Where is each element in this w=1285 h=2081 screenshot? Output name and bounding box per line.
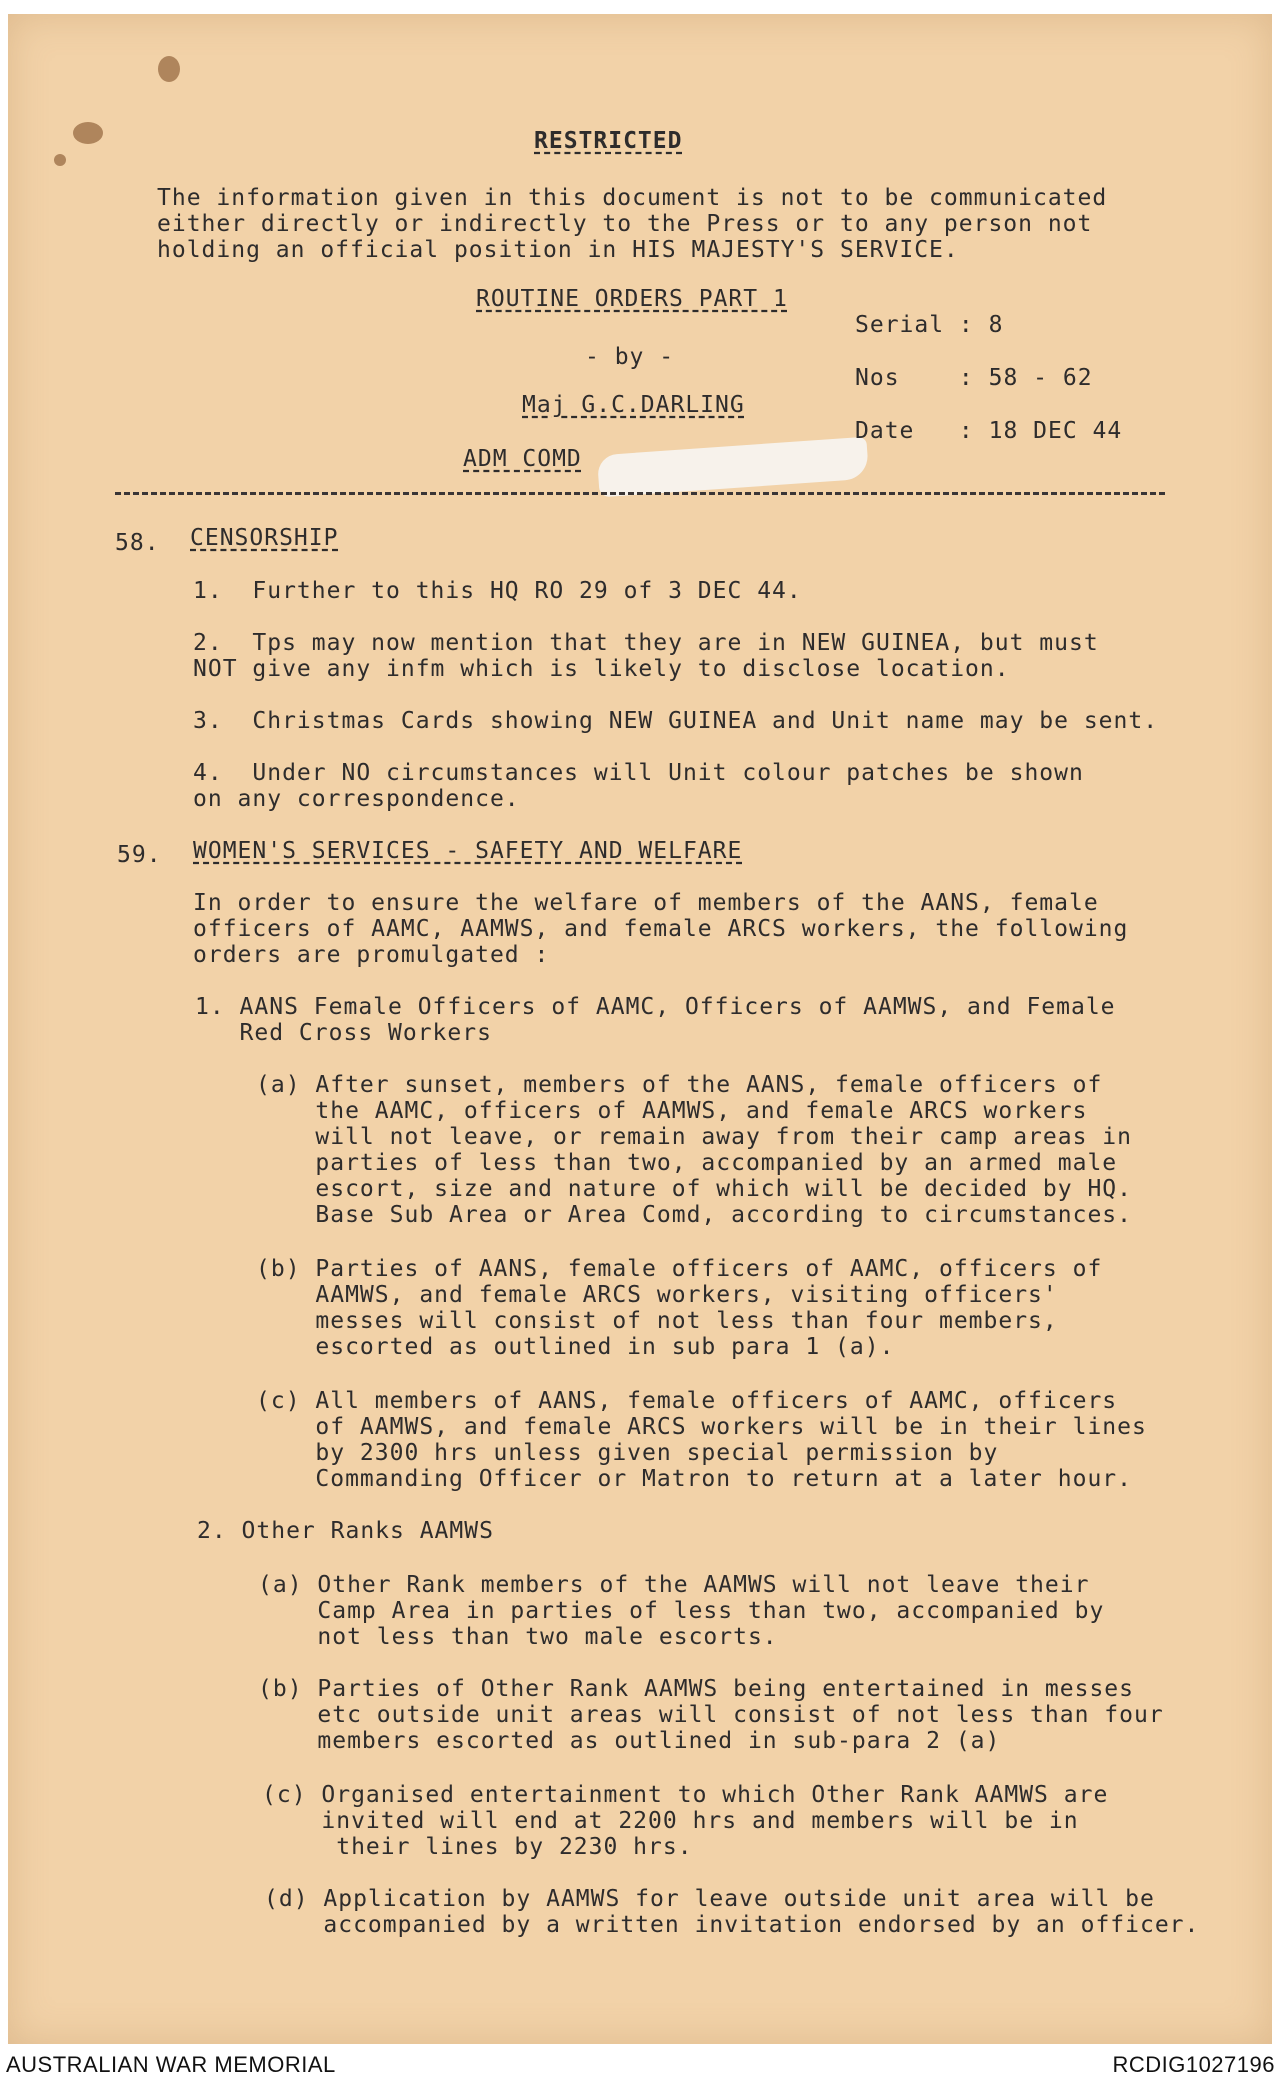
rust-stain (158, 56, 180, 82)
section-number: 59. (117, 842, 162, 868)
divider-line (115, 492, 1165, 495)
intro-line: In order to ensure the welfare of members of the AANS, female (193, 890, 1099, 916)
footer-id: RCDIG1027196 (1112, 2052, 1275, 2077)
section-number: 58. (115, 530, 160, 556)
intro-line: orders are promulgated : (193, 942, 550, 968)
subpara-line: invited will end at 2200 hrs and members will be in (262, 1808, 1079, 1834)
subpara-line: escort, size and nature of which will be decided by HQ. (256, 1176, 1132, 1202)
subpara-line: parties of less than two, accompanied by an armed male (256, 1150, 1118, 1176)
notice-line: holding an official position in HIS MAJESTY'S SERVICE. (157, 237, 959, 263)
subpara-line: escorted as outlined in sub para 1 (a). (256, 1334, 895, 1360)
serial-line: Serial : 8 (855, 312, 1004, 338)
classification-heading: RESTRICTED (534, 128, 683, 154)
subpara-line: etc outside unit areas will consist of not less than four (258, 1702, 1164, 1728)
paragraph-heading: 2. Other Ranks AAMWS (197, 1518, 494, 1544)
subpara-line: their lines by 2230 hrs. (262, 1834, 693, 1860)
subpara-line: will not leave, or remain away from their camp areas in (256, 1124, 1132, 1150)
subpara-line: (a) After sunset, members of the AANS, female officers of (256, 1072, 1103, 1098)
footer-source: AUSTRALIAN WAR MEMORIAL (6, 2052, 336, 2077)
by-line: - by - (585, 344, 675, 370)
item-line: 3. Christmas Cards showing NEW GUINEA and Unit name may be sent. (193, 708, 1159, 734)
subpara-line: (a) Other Rank members of the AAMWS will not leave their (258, 1572, 1090, 1598)
subpara-line: (b) Parties of Other Rank AAMWS being entertained in messes (258, 1676, 1134, 1702)
subpara-line: members escorted as outlined in sub-para 2 (a) (258, 1728, 1001, 1754)
subpara-line: accompanied by a written invitation endorsed by an officer. (264, 1912, 1200, 1938)
subpara-line: (c) Organised entertainment to which Other Rank AAMWS are (262, 1782, 1109, 1808)
subpara-line: messes will consist of not less than four members, (256, 1308, 1058, 1334)
officer-name: Maj G.C.DARLING (522, 392, 745, 418)
subpara-line: Base Sub Area or Area Comd, according to circumstances. (256, 1202, 1132, 1228)
subpara-line: (d) Application by AAMWS for leave outside unit area will be (264, 1886, 1155, 1912)
subpara-line: (c) All members of AANS, female officers of AAMC, officers (256, 1388, 1118, 1414)
section-title: WOMEN'S SERVICES - SAFETY AND WELFARE (193, 838, 743, 864)
rust-stain (73, 122, 103, 144)
nos-line: Nos : 58 - 62 (855, 365, 1093, 391)
command-line: ADM COMD (463, 446, 582, 472)
item-line: NOT give any infm which is likely to disclose location. (193, 656, 1010, 682)
document-title: ROUTINE ORDERS PART 1 (476, 286, 788, 312)
item-line: 4. Under NO circumstances will Unit colour patches be shown (193, 760, 1084, 786)
subpara-line: Commanding Officer or Matron to return at a later hour. (256, 1466, 1132, 1492)
subpara-line: the AAMC, officers of AAMWS, and female ARCS workers (256, 1098, 1088, 1124)
rust-stain (54, 154, 66, 166)
notice-line: either directly or indirectly to the Press or to any person not (157, 211, 1093, 237)
item-line: on any correspondence. (193, 786, 520, 812)
paragraph-heading: 1. AANS Female Officers of AAMC, Officers of AAMWS, and Female (195, 994, 1116, 1020)
notice-line: The information given in this document is not to be communicated (157, 185, 1108, 211)
subpara-line: not less than two male escorts. (258, 1624, 778, 1650)
section-title: CENSORSHIP (190, 525, 339, 551)
paragraph-heading: Red Cross Workers (195, 1020, 492, 1046)
tape-patch (597, 437, 869, 498)
subpara-line: by 2300 hrs unless given special permission by (256, 1440, 999, 1466)
item-line: 1. Further to this HQ RO 29 of 3 DEC 44. (193, 578, 802, 604)
date-line: Date : 18 DEC 44 (855, 418, 1123, 444)
subpara-line: AAMWS, and female ARCS workers, visiting officers' (256, 1282, 1058, 1308)
subpara-line: of AAMWS, and female ARCS workers will be in their lines (256, 1414, 1147, 1440)
subpara-line: (b) Parties of AANS, female officers of AAMC, officers of (256, 1256, 1103, 1282)
intro-line: officers of AAMC, AAMWS, and female ARCS workers, the following (193, 916, 1129, 942)
item-line: 2. Tps may now mention that they are in NEW GUINEA, but must (193, 630, 1099, 656)
subpara-line: Camp Area in parties of less than two, accompanied by (258, 1598, 1105, 1624)
